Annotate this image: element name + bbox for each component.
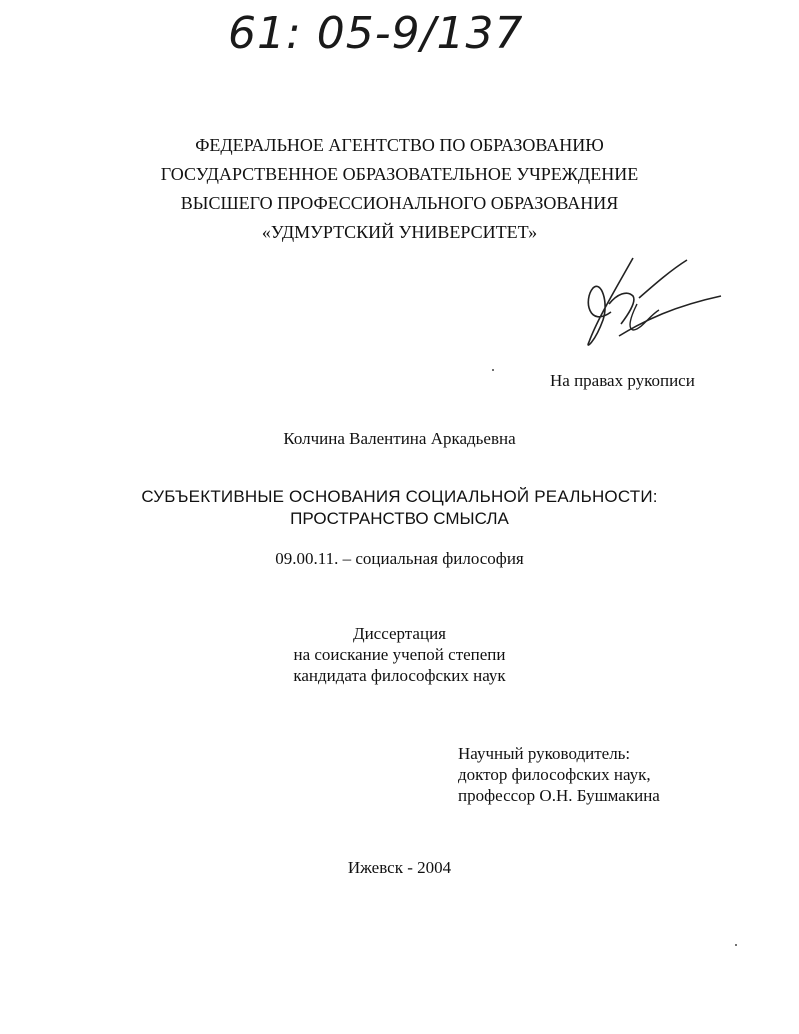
speck	[492, 369, 494, 371]
specialty: 09.00.11. – социальная философия	[275, 549, 524, 568]
archive-code: 61: 05-9/137	[228, 8, 524, 59]
author-name: Колчина Валентина Аркадьевна	[283, 429, 516, 448]
dissertation-label: Диссертация	[352, 624, 446, 643]
speck	[735, 944, 737, 946]
supervisor-name: профессор О.Н. Бушмакина	[458, 786, 660, 805]
dissertation-field-line: кандидата философских наук	[293, 666, 506, 685]
organization-line-3: ВЫСШЕГО ПРОФЕССИОНАЛЬНОГО ОБРАЗОВАНИЯ	[180, 193, 619, 213]
signature	[575, 250, 725, 350]
dissertation-degree-line: на соискание учепой степепи	[293, 645, 506, 664]
dissertation-title-line-2: ПРОСТРАНСТВО СМЫСЛА	[290, 509, 509, 528]
organization-line-2: ГОСУДАРСТВЕННОЕ ОБРАЗОВАТЕЛЬНОЕ УЧРЕЖДЕНИЕ	[160, 164, 639, 184]
supervisor-label: Научный руководитель:	[458, 744, 631, 763]
dissertation-title-line-1: СУБЪЕКТИВНЫЕ ОСНОВАНИЯ СОЦИАЛЬНОЙ РЕАЛЬНОСТИ:	[141, 487, 658, 506]
place-year: Ижевск - 2004	[347, 858, 452, 877]
manuscript-rights: На правах рукописи	[550, 371, 695, 390]
organization-line-1: ФЕДЕРАЛЬНОЕ АГЕНТСТВО ПО ОБРАЗОВАНИЮ	[195, 135, 604, 155]
organization-line-4: «УДМУРТСКИЙ УНИВЕРСИТЕТ»	[261, 222, 538, 242]
supervisor-degree: доктор философских наук,	[458, 765, 651, 784]
